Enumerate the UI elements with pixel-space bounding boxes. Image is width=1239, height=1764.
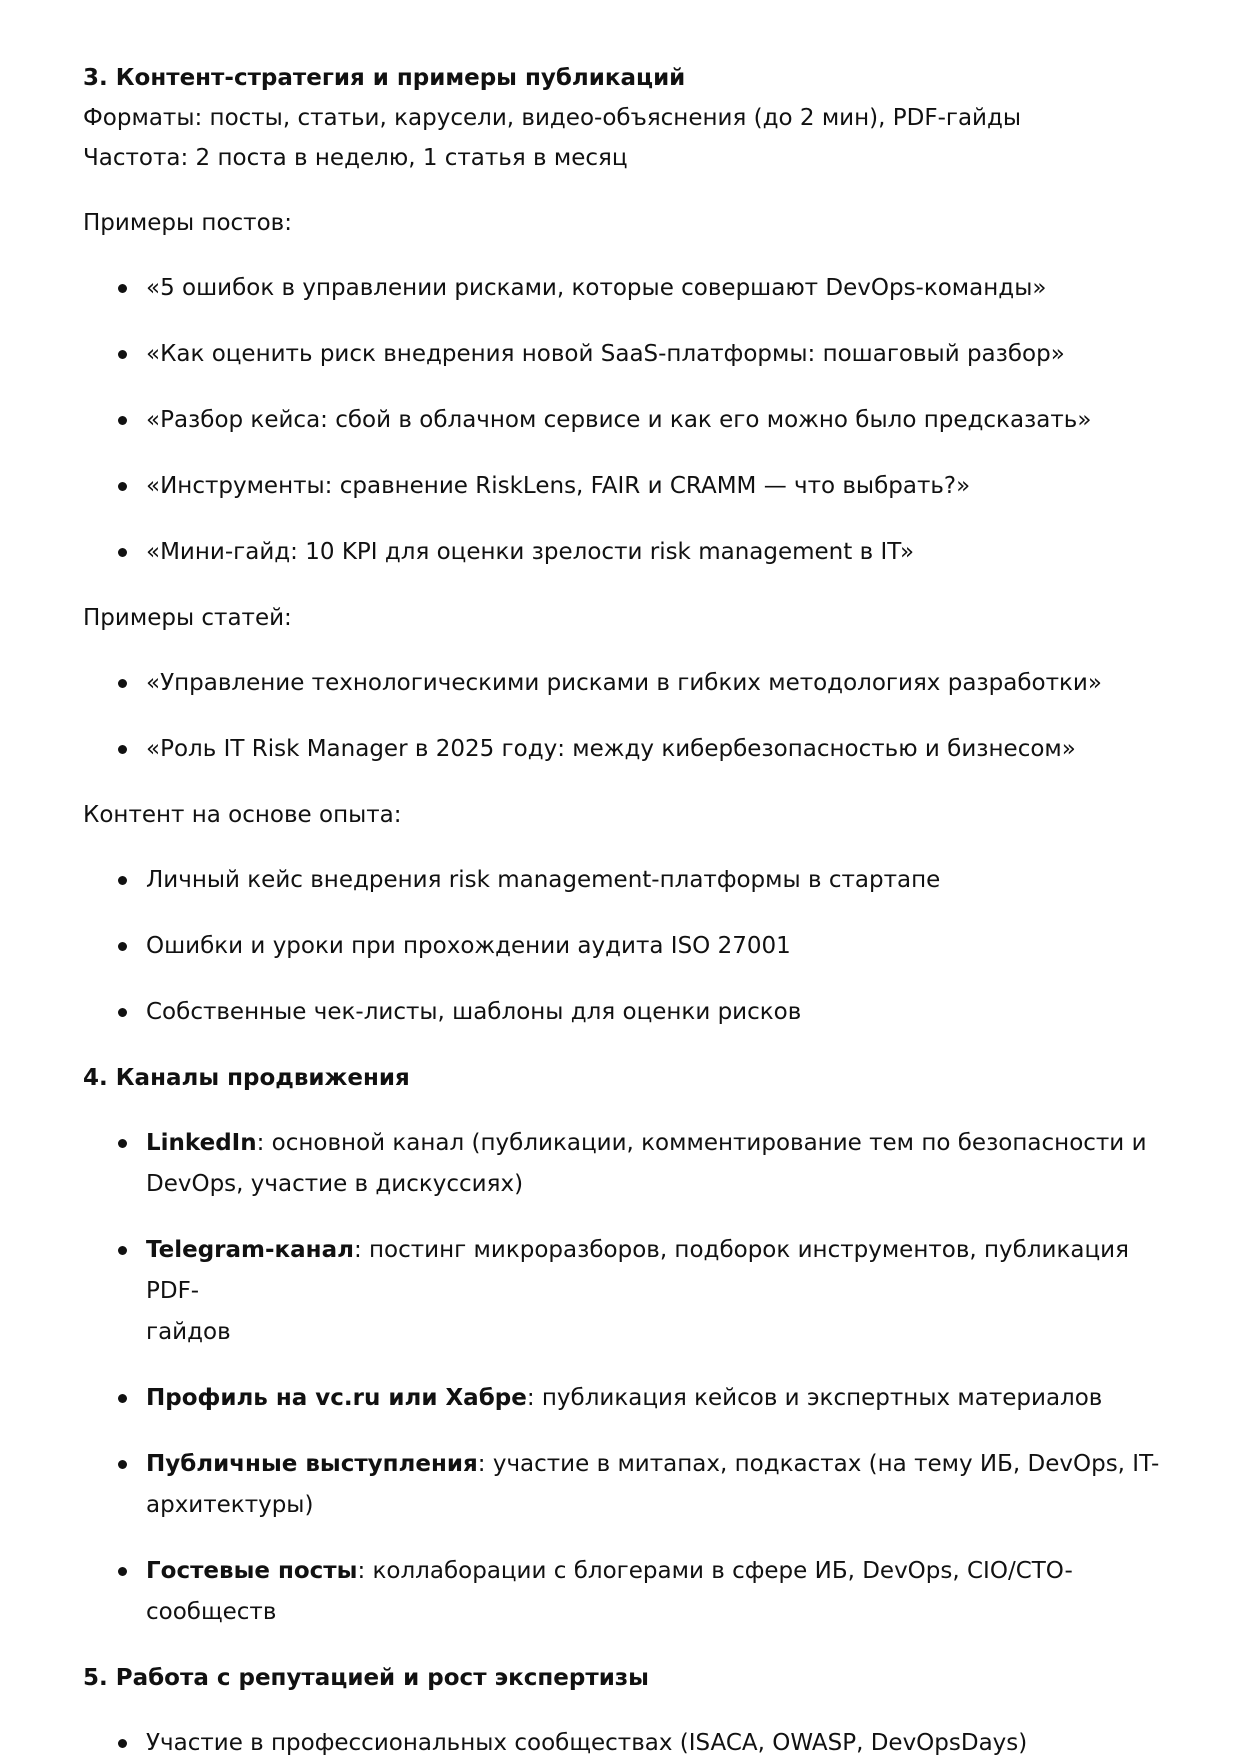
channel-description-continued: архитектуры) — [146, 1492, 314, 1518]
list-item: «5 ошибок в управлении рисками, которые совершают DevOps-команды» — [83, 268, 1173, 309]
channel-item — [83, 1551, 1173, 1633]
section-5-heading: 5. Работа с репутацией и рост экспертизы — [83, 1665, 649, 1691]
list-item: Собственные чек-листы, шаблоны для оценки рисков — [83, 992, 1173, 1033]
list-item: Личный кейс внедрения risk management-платформы в стартапе — [83, 860, 1173, 901]
reputation-list — [83, 1723, 1173, 1764]
channel-name: LinkedIn — [146, 1130, 257, 1156]
frequency-line: Частота: 2 поста в неделю, 1 статья в месяц — [83, 145, 628, 171]
channel-description: : публикация кейсов и экспертных материалов — [526, 1385, 1103, 1411]
channel-item — [83, 1123, 1173, 1205]
posts-label: Примеры постов: — [83, 210, 292, 236]
articles-label: Примеры статей: — [83, 605, 292, 631]
channel-description: : коллаборации с блогерами в сфере ИБ, DevOps, CIO/CTO-сообществ — [146, 1558, 1073, 1625]
channel-description: : постинг микроразборов, подборок инструментов, публикация PDF- — [146, 1237, 1129, 1304]
list-item: Участие в профессиональных сообществах (ISACA, OWASP, DevOpsDays) — [83, 1723, 1173, 1764]
channel-item — [83, 1378, 1173, 1419]
channel-name: Гостевые посты — [146, 1558, 358, 1584]
list-item: «Мини-гайд: 10 KPI для оценки зрелости risk management в IT» — [83, 532, 1173, 573]
list-item: «Роль IT Risk Manager в 2025 году: между кибербезопасностью и бизнесом» — [83, 729, 1173, 770]
channel-item — [83, 1444, 1173, 1526]
experience-label: Контент на основе опыта: — [83, 802, 402, 828]
channel-description-continued: DevOps, участие в дискуссиях) — [146, 1171, 524, 1197]
list-item: «Как оценить риск внедрения новой SaaS-платформы: пошаговый разбор» — [83, 334, 1173, 375]
channel-name: Публичные выступления — [146, 1451, 478, 1477]
channel-description-continued: гайдов — [146, 1319, 231, 1345]
document-content — [83, 58, 1173, 1764]
list-item: Ошибки и уроки при прохождении аудита ISO 27001 — [83, 926, 1173, 967]
experience-list — [83, 860, 1173, 1033]
section-3-heading: 3. Контент-стратегия и примеры публикаций — [83, 65, 686, 91]
channel-description: : основной канал (публикации, комментирование тем по безопасности и — [256, 1130, 1147, 1156]
list-item: «Инструменты: сравнение RiskLens, FAIR и CRAMM — что выбрать?» — [83, 466, 1173, 507]
section-4-heading: 4. Каналы продвижения — [83, 1065, 410, 1091]
channels-list — [83, 1123, 1173, 1633]
channel-name: Telegram-канал — [146, 1237, 354, 1263]
channel-item — [83, 1230, 1173, 1353]
list-item: «Управление технологическими рисками в гибких методологиях разработки» — [83, 663, 1173, 704]
channel-name: Профиль на vc.ru или Хабре — [146, 1385, 527, 1411]
posts-list — [83, 268, 1173, 573]
list-item: «Разбор кейса: сбой в облачном сервисе и как его можно было предсказать» — [83, 400, 1173, 441]
channel-description: : участие в митапах, подкастах (на тему ИБ, DevOps, IT- — [477, 1451, 1160, 1477]
formats-line: Форматы: посты, статьи, карусели, видео-объяснения (до 2 мин), PDF-гайды — [83, 105, 1022, 131]
articles-list — [83, 663, 1173, 770]
